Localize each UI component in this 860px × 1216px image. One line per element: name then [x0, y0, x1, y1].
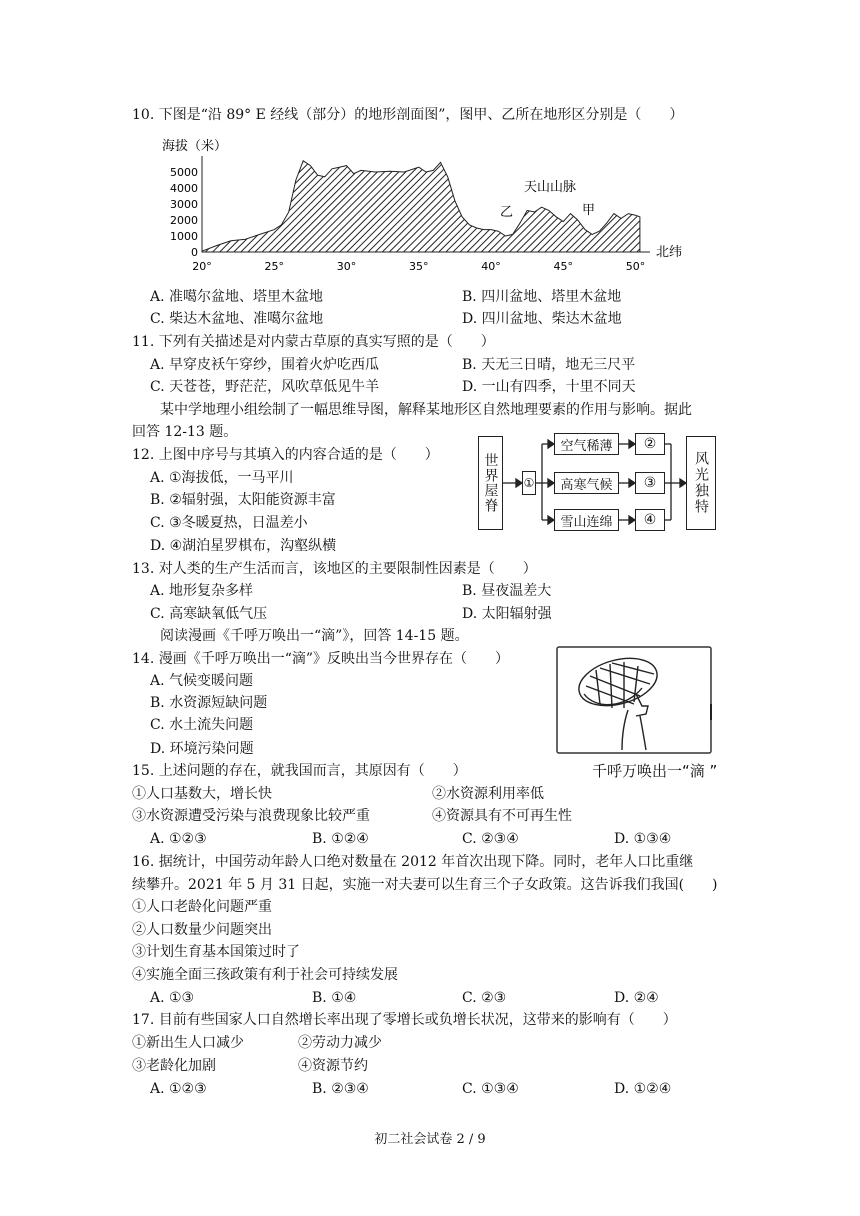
q17-stem: 17. 目前有些国家人口自然增长率出现了零增长或负增长状况，这带来的影响有（ ） — [132, 1012, 677, 1028]
q17-item-2: ②劳动力减少 — [298, 1035, 382, 1051]
q11-option-c[interactable]: C. 天苍苍，野茫茫，风吹草低见牛羊 — [150, 379, 380, 395]
cartoon-illustration — [556, 646, 712, 754]
q15-option-b[interactable]: B. ①②④ — [312, 831, 369, 847]
q15-item-3: ③水资源遭受污染与浪费现象比较严重 — [132, 808, 370, 824]
intro-12-13-line2: 回答 12-13 题。 — [132, 424, 238, 440]
x-tick-label: 20° — [192, 260, 212, 273]
x-tick-label: 50° — [625, 260, 646, 273]
q12-option-a[interactable]: A. ①海拔低，一马平川 — [150, 470, 294, 486]
mind-map-num-3: ③ — [635, 472, 665, 494]
q10-option-a[interactable]: A. 准噶尔盆地、塔里木盆地 — [150, 289, 324, 305]
q16-stem-line2: 续攀升。2021 年 5 月 31 日起，实施一对夫妻可以生育三个子女政策。这告诉我们我国( ) — [132, 877, 718, 893]
q13-option-d[interactable]: D. 太阳辐射强 — [462, 606, 552, 622]
q17-option-b[interactable]: B. ②③④ — [312, 1081, 369, 1097]
q13-stem: 13. 对人类的生产生活而言，该地区的主要限制性因素是（ ） — [132, 561, 537, 577]
q10-option-c[interactable]: C. 柴达木盆地、准噶尔盆地 — [150, 311, 324, 327]
q17-option-d[interactable]: D. ①②④ — [614, 1081, 672, 1097]
q10-option-d[interactable]: D. 四川盆地、柴达木盆地 — [462, 311, 622, 327]
annotation-yi: 乙 — [500, 205, 514, 220]
q15-item-1: ①人口基数大，增长快 — [132, 786, 272, 802]
q14-option-a[interactable]: A. 气候变暖问题 — [150, 673, 254, 689]
q14-option-b[interactable]: B. 水资源短缺问题 — [150, 695, 268, 711]
mind-map-num-2: ② — [635, 433, 665, 455]
q15-item-2: ②水资源利用率低 — [432, 786, 544, 802]
q13-option-b[interactable]: B. 昼夜温差大 — [462, 583, 552, 599]
q17-item-4: ④资源节约 — [298, 1058, 368, 1074]
q16-option-b[interactable]: B. ①④ — [312, 990, 357, 1006]
q16-item-3: ③计划生育基本国策过时了 — [132, 944, 300, 960]
y-tick-label: 4000 — [170, 182, 198, 195]
q15-option-d[interactable]: D. ①③④ — [614, 831, 672, 847]
q15-option-c[interactable]: C. ②③④ — [462, 831, 519, 847]
q16-option-a[interactable]: A. ①③ — [150, 990, 195, 1006]
x-tick-label: 25° — [264, 260, 285, 273]
terrain-profile-chart — [150, 130, 710, 278]
q11-option-b[interactable]: B. 天无三日晴，地无三尺平 — [462, 357, 636, 373]
mind-map-left-box: 世界屋脊 — [478, 436, 503, 530]
annotation-tianshan: 天山山脉 — [524, 180, 577, 195]
mind-map — [478, 430, 730, 530]
q14-option-d[interactable]: D. 环境污染问题 — [150, 741, 254, 757]
q17-option-a[interactable]: A. ①②③ — [150, 1081, 207, 1097]
page-footer: 初二社会试卷 2 / 9 — [374, 1132, 486, 1147]
q15-option-a[interactable]: A. ①②③ — [150, 831, 207, 847]
intro-12-13-line1: 某中学地理小组绘制了一幅思维导图，解释某地形区自然地理要素的作用与影响。据此 — [160, 402, 692, 418]
q11-stem: 11. 下列有关描述是对内蒙古草原的真实写照的是（ ） — [132, 334, 495, 350]
x-tick-label: 40° — [481, 260, 501, 273]
q16-stem-line1: 16. 据统计，中国劳动年龄人口绝对数量在 2012 年首次出现下降。同时，老年人口比重继 — [132, 854, 694, 870]
x-tick-label: 45° — [553, 260, 574, 273]
q12-option-b[interactable]: B. ②辐射强，太阳能资源丰富 — [150, 492, 336, 508]
mind-map-mid-3: 雪山连绵 — [554, 509, 619, 531]
terrain-area — [202, 161, 640, 252]
q13-option-a[interactable]: A. 地形复杂多样 — [150, 583, 254, 599]
q17-item-3: ③老龄化加剧 — [132, 1058, 216, 1074]
y-tick-label: 1000 — [170, 230, 198, 243]
y-tick-label: 2000 — [170, 214, 198, 227]
y-tick-label: 3000 — [170, 198, 198, 211]
mind-map-num-4: ④ — [635, 509, 665, 531]
chart-ylabel: 海拔（米） — [162, 139, 228, 154]
q11-option-d[interactable]: D. 一山有四季，十里不同天 — [462, 379, 636, 395]
q14-stem: 14. 漫画《千呼万唤出一“滴”》反映出当今世界存在（ ） — [132, 651, 510, 667]
q15-item-4: ④资源具有不可再生性 — [432, 808, 572, 824]
q15-stem: 15. 上述问题的存在，就我国而言，其原因有（ ） — [132, 763, 467, 779]
q16-item-4: ④实施全面三孩政策有利于社会可持续发展 — [132, 967, 398, 983]
q13-option-c[interactable]: C. 高寒缺氧低气压 — [150, 606, 268, 622]
x-tick-label: 30° — [336, 260, 357, 273]
chart-xlabel: 北纬 — [656, 245, 683, 260]
q12-option-c[interactable]: C. ③冬暖夏热，日温差小 — [150, 515, 308, 531]
cartoon-caption: 千呼万唤出一“滴 ” — [592, 762, 718, 780]
q17-option-c[interactable]: C. ①③④ — [462, 1081, 519, 1097]
q12-stem: 12. 上图中序号与其填入的内容合适的是（ ） — [132, 447, 439, 463]
q14-option-c[interactable]: C. 水土流失问题 — [150, 717, 254, 733]
y-tick-label: 5000 — [170, 166, 198, 179]
mind-map-mid-1: 空气稀薄 — [554, 433, 619, 455]
q11-option-a[interactable]: A. 早穿皮袄午穿纱，围着火炉吃西瓜 — [150, 357, 380, 373]
mind-map-mid-2: 高寒气候 — [554, 472, 619, 494]
intro-14-15: 阅读漫画《千呼万唤出一“滴”》，回答 14-15 题。 — [160, 628, 469, 644]
q16-option-c[interactable]: C. ②③ — [462, 990, 507, 1006]
y-tick-label: 0 — [191, 246, 198, 259]
q16-item-1: ①人口老龄化问题严重 — [132, 899, 272, 915]
x-tick-label: 35° — [409, 260, 429, 273]
annotation-jia: 甲 — [582, 203, 596, 218]
q16-option-d[interactable]: D. ②④ — [614, 990, 659, 1006]
q12-option-d[interactable]: D. ④湖泊星罗棋布，沟壑纵横 — [150, 538, 337, 554]
q10-option-b[interactable]: B. 四川盆地、塔里木盆地 — [462, 289, 622, 305]
mind-map-right-box: 风光独特 — [686, 436, 716, 530]
q10-stem: 10. 下图是“沿 89° E 经线（部分）的地形剖面图”，图甲、乙所在地形区分别是（ ） — [132, 107, 684, 123]
mind-map-center-box: ① — [522, 471, 536, 495]
q16-item-2: ②人口数量少问题突出 — [132, 922, 272, 938]
q17-item-1: ①新出生人口减少 — [132, 1035, 244, 1051]
